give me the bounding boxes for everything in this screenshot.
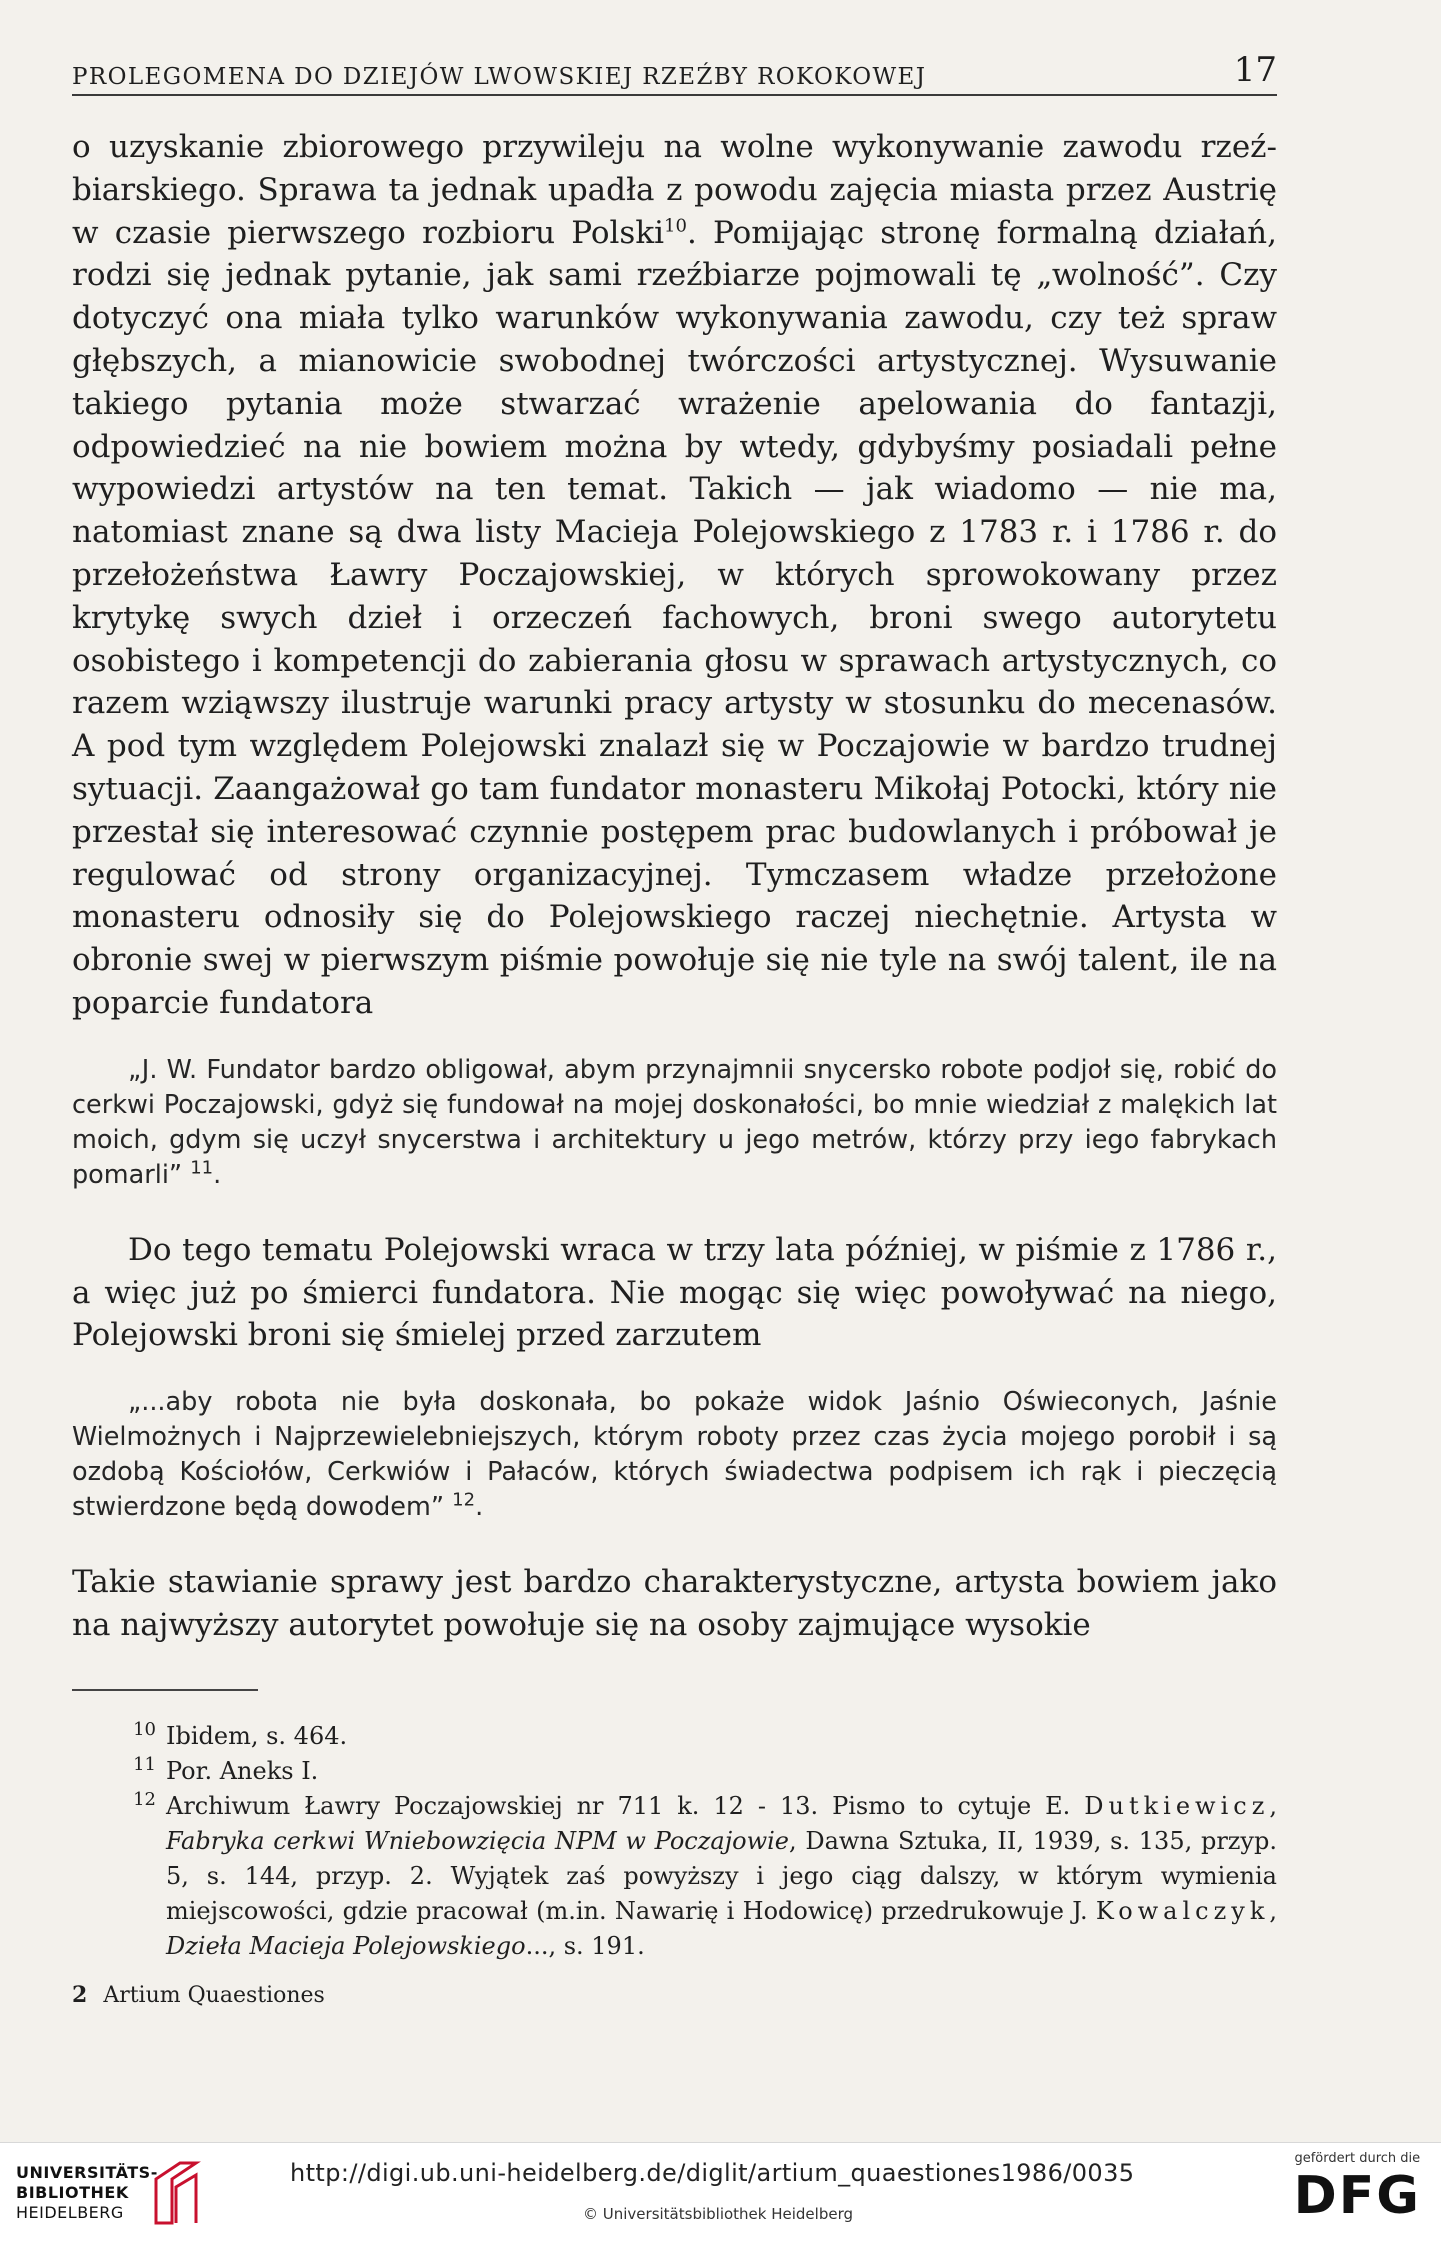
footnote-10: [72, 1719, 1277, 1754]
running-head: [72, 48, 1277, 96]
footnote-ref-11[interactable]: 11: [190, 1157, 214, 1179]
signature-line: [72, 1982, 325, 2008]
dfg-wordmark: DFG: [1293, 2166, 1421, 2226]
quote-1-end: .: [213, 1159, 222, 1190]
library-line-2: BIBLIOTHEK: [16, 2183, 129, 2202]
footnote-segment: ,: [1269, 1791, 1277, 1820]
footnote-segment: Por. Aneks I.: [166, 1756, 319, 1785]
footnote-segment: , Dawna Sztuka, II, 1939, s. 135, przyp. 5, s. 144, przyp. 2. Wyjątek zaś powyższy i jego ciąg dalszy, w którym wymienia miejscowości, gdzie pracował (m.in. Nawarię i Hodowicę) przedrukowuje J.: [166, 1826, 1277, 1925]
footnote-11: [72, 1754, 1277, 1789]
footnotes: [72, 1719, 1277, 1964]
quote-1: [72, 1053, 1277, 1193]
quote-2: [72, 1385, 1277, 1525]
permalink-url[interactable]: http://digi.ub.uni-heidelberg.de/diglit/artium_quaestiones1986/0035: [290, 2159, 1135, 2187]
paragraph-1-text-b: . Pomijając stronę formalną działań, rodzi się jednak pytanie, jak sami rzeźbiarze pojmowali tę „wolność”. Czy dotyczyć ona miała tylko warunków wykonywania zawodu, czy też spraw głębszych, a mianowicie swobodnej twórczości artystycznej. Wysuwanie takiego pytania może stwarzać wrażenie apelowania do fantazji, odpowiedzieć na nie bowiem można by wtedy, gdybyśmy posiadali pełne wypowiedzi artystów na ten temat. Takich — jak wiadomo — nie ma, natomiast znane są dwa listy Macieja Polejowskiego z 1783 r. i 1786 r. do przełożeństwa Ławry Poczajowskiej, w których sprowokowany przez krytykę swych dzieł i orzeczeń fachowych, broni swego autorytetu osobistego i kompetencji do zabierania głosu w sprawach artystycznych, co razem wziąwszy ilustruje warunki pracy artysty w stosunku do mecenasów. A pod tym względem Polejowski znalazł się w Poczajowie w bardzo trudnej sytuacji. Zaangażował go tam fundator monasteru Mikołaj Potocki, który nie przestał się interesować czynnie postępem prac budowlanych i próbował je regulować od strony organizacyjnej. Tymczasem władze przełożone monasteru odnosiły się do Polejowskiego raczej niechętnie. Artysta w obronie swej w pierwszym piśmie powołuje się nie tyle na swój talent, ile na poparcie fundatora: [72, 214, 1277, 1021]
footnote-text: [166, 1754, 1277, 1789]
footnote-author: Kowalczyk: [1095, 1896, 1270, 1925]
quote-2-text: „...aby robota nie była doskonała, bo pokaże widok Jaśnio Oświeconych, Jaśnie Wielmożnych i Najprzewielebniejszych, którym roboty przez czas życia mojego porobił i są ozdobą Kościołów, Cerkwiów i Pałaców, których świadectwa podpisem ich rąk i pieczęcią stwierdzone będą dowodem”: [72, 1387, 1277, 1523]
footnote-12: [72, 1789, 1277, 1964]
paragraph-2: Do tego tematu Polejowski wraca w trzy lata później, w piśmie z 1786 r., a więc już po śmierci fundatora. Nie mogąc się więc powoływać na niego, Polejowski broni się śmielej przed zarzutem: [72, 1231, 1277, 1354]
quote-1-text: „J. W. Fundator bardzo obligował, abym przynajmnii snycersko robote podjoł się, robić do cerkwi Poczajowski, gdyż się fundował na mojej doskonałości, bo mnie wiedział z malękich lat moich, gdym się uczył snycerstwa i architektury u jego metrów, którzy przy iego fabrykach pomarli”: [72, 1054, 1277, 1190]
footnote-number: 11: [133, 1753, 156, 1775]
footnote-title: Fabryka cerkwi Wniebowzięcia NPM w Poczajowie: [166, 1826, 790, 1855]
article-body: [72, 126, 1277, 1964]
footnote-ref-12[interactable]: 12: [452, 1489, 476, 1511]
paragraph-1: [72, 126, 1277, 1025]
signature-text: Artium Quaestiones: [103, 1983, 325, 2008]
footnote-number: 12: [133, 1788, 156, 1810]
library-line-3: HEIDELBERG: [16, 2203, 124, 2222]
funded-by-label: gefördert durch die: [1294, 2151, 1421, 2166]
copyright-note: © Universitätsbibliothek Heidelberg: [583, 2205, 854, 2223]
library-logo-icon: [150, 2157, 202, 2229]
footnote-title: Dzieła Macieja Polejowskiego: [166, 1931, 526, 1960]
footnote-segment: ..., s. 191.: [525, 1931, 645, 1960]
footnote-segment: Ibidem, s. 464.: [166, 1721, 348, 1750]
dfg-logo[interactable]: [1294, 2151, 1421, 2226]
footnote-author: Dutkiewicz: [1084, 1791, 1270, 1820]
library-logo-text[interactable]: [16, 2163, 158, 2223]
quote-2-end: .: [475, 1492, 484, 1523]
running-title: PROLEGOMENA DO DZIEJÓW LWOWSKIEJ RZEŹBY ROKOKOWEJ: [72, 64, 927, 90]
library-line-1: UNIVERSITÄTS-: [16, 2163, 158, 2182]
footnote-ref-10[interactable]: 10: [664, 215, 687, 237]
footnote-text: [166, 1789, 1277, 1964]
paragraph-1-text-a: o uzyskanie zbiorowego przywileju na wolne wykonywanie zawodu rzeźbiarskiego. Sprawa ta jednak upadła z powodu zajęcia miasta przez Austrię w czasie pierwszego rozbioru Polski: [72, 129, 1277, 251]
footnote-segment: ,: [1269, 1896, 1277, 1925]
signature-mark: 2: [72, 1982, 88, 2008]
page-number: 17: [1233, 50, 1277, 90]
footnote-segment: Archiwum Ławry Poczajowskiej nr 711 k. 12 - 13. Pismo to cytuje E.: [166, 1791, 1085, 1820]
library-footer-bar: [0, 2142, 1441, 2243]
footnote-text: [166, 1719, 1277, 1754]
footnote-rule: [72, 1689, 258, 1691]
paragraph-3: Takie stawianie sprawy jest bardzo charakterystyczne, artysta bowiem jako na najwyższy autorytet powołuje się na osoby zajmujące wysokie: [72, 1564, 1277, 1643]
footnote-number: 10: [133, 1718, 156, 1740]
